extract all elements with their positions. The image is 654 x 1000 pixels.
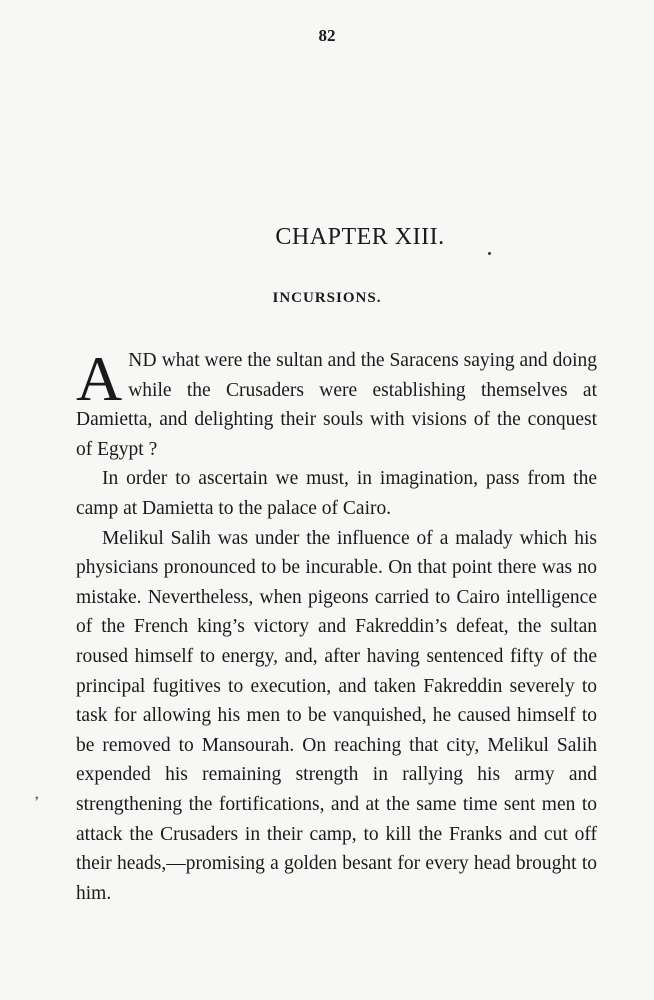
paragraph-1 xyxy=(76,343,597,464)
chapter-title: INCURSIONS. xyxy=(272,290,382,306)
chapter-heading: CHAPTER XIII. xyxy=(275,224,445,250)
page-number: 82 xyxy=(318,26,336,45)
margin-mark: ‚ xyxy=(34,785,40,802)
drop-cap: A xyxy=(76,343,123,414)
ink-speck xyxy=(488,252,491,255)
paragraph-3: Melikul Salih was under the influence of a malady which his physicians pronounced to be incurable. On that point there was no mistake. Nevertheless, when pigeons carried to Cairo intelligence of the French king’s victory and Fakreddin’s defeat, the sultan roused himself to energy, and, after having sentenced fifty of the principal fugitives to execution, and taken Fakreddin severely to task for allowing his men to be vanquished, he caused himself to be removed to Mansourah. On reaching that city, Melikul Salih expended his remaining strength in rallying his army and strengthening the fortifications, and at the same time sent men to attack the Crusaders in their camp, to kill the Franks and cut off their heads,—promising a golden besant for every head brought to him. xyxy=(76,527,597,904)
first-word-rest: ND xyxy=(128,350,157,371)
paragraph-1-text: what were the sultan and the Saracens saying and doing while the Crusaders were establishing themselves at Damietta, and delighting their souls with visions of the conquest of Egypt ? xyxy=(76,350,597,460)
paragraph-2: In order to ascertain we must, in imagination, pass from the camp at Damietta to the palace of Cairo. xyxy=(76,468,597,519)
chapter-body xyxy=(76,343,597,908)
